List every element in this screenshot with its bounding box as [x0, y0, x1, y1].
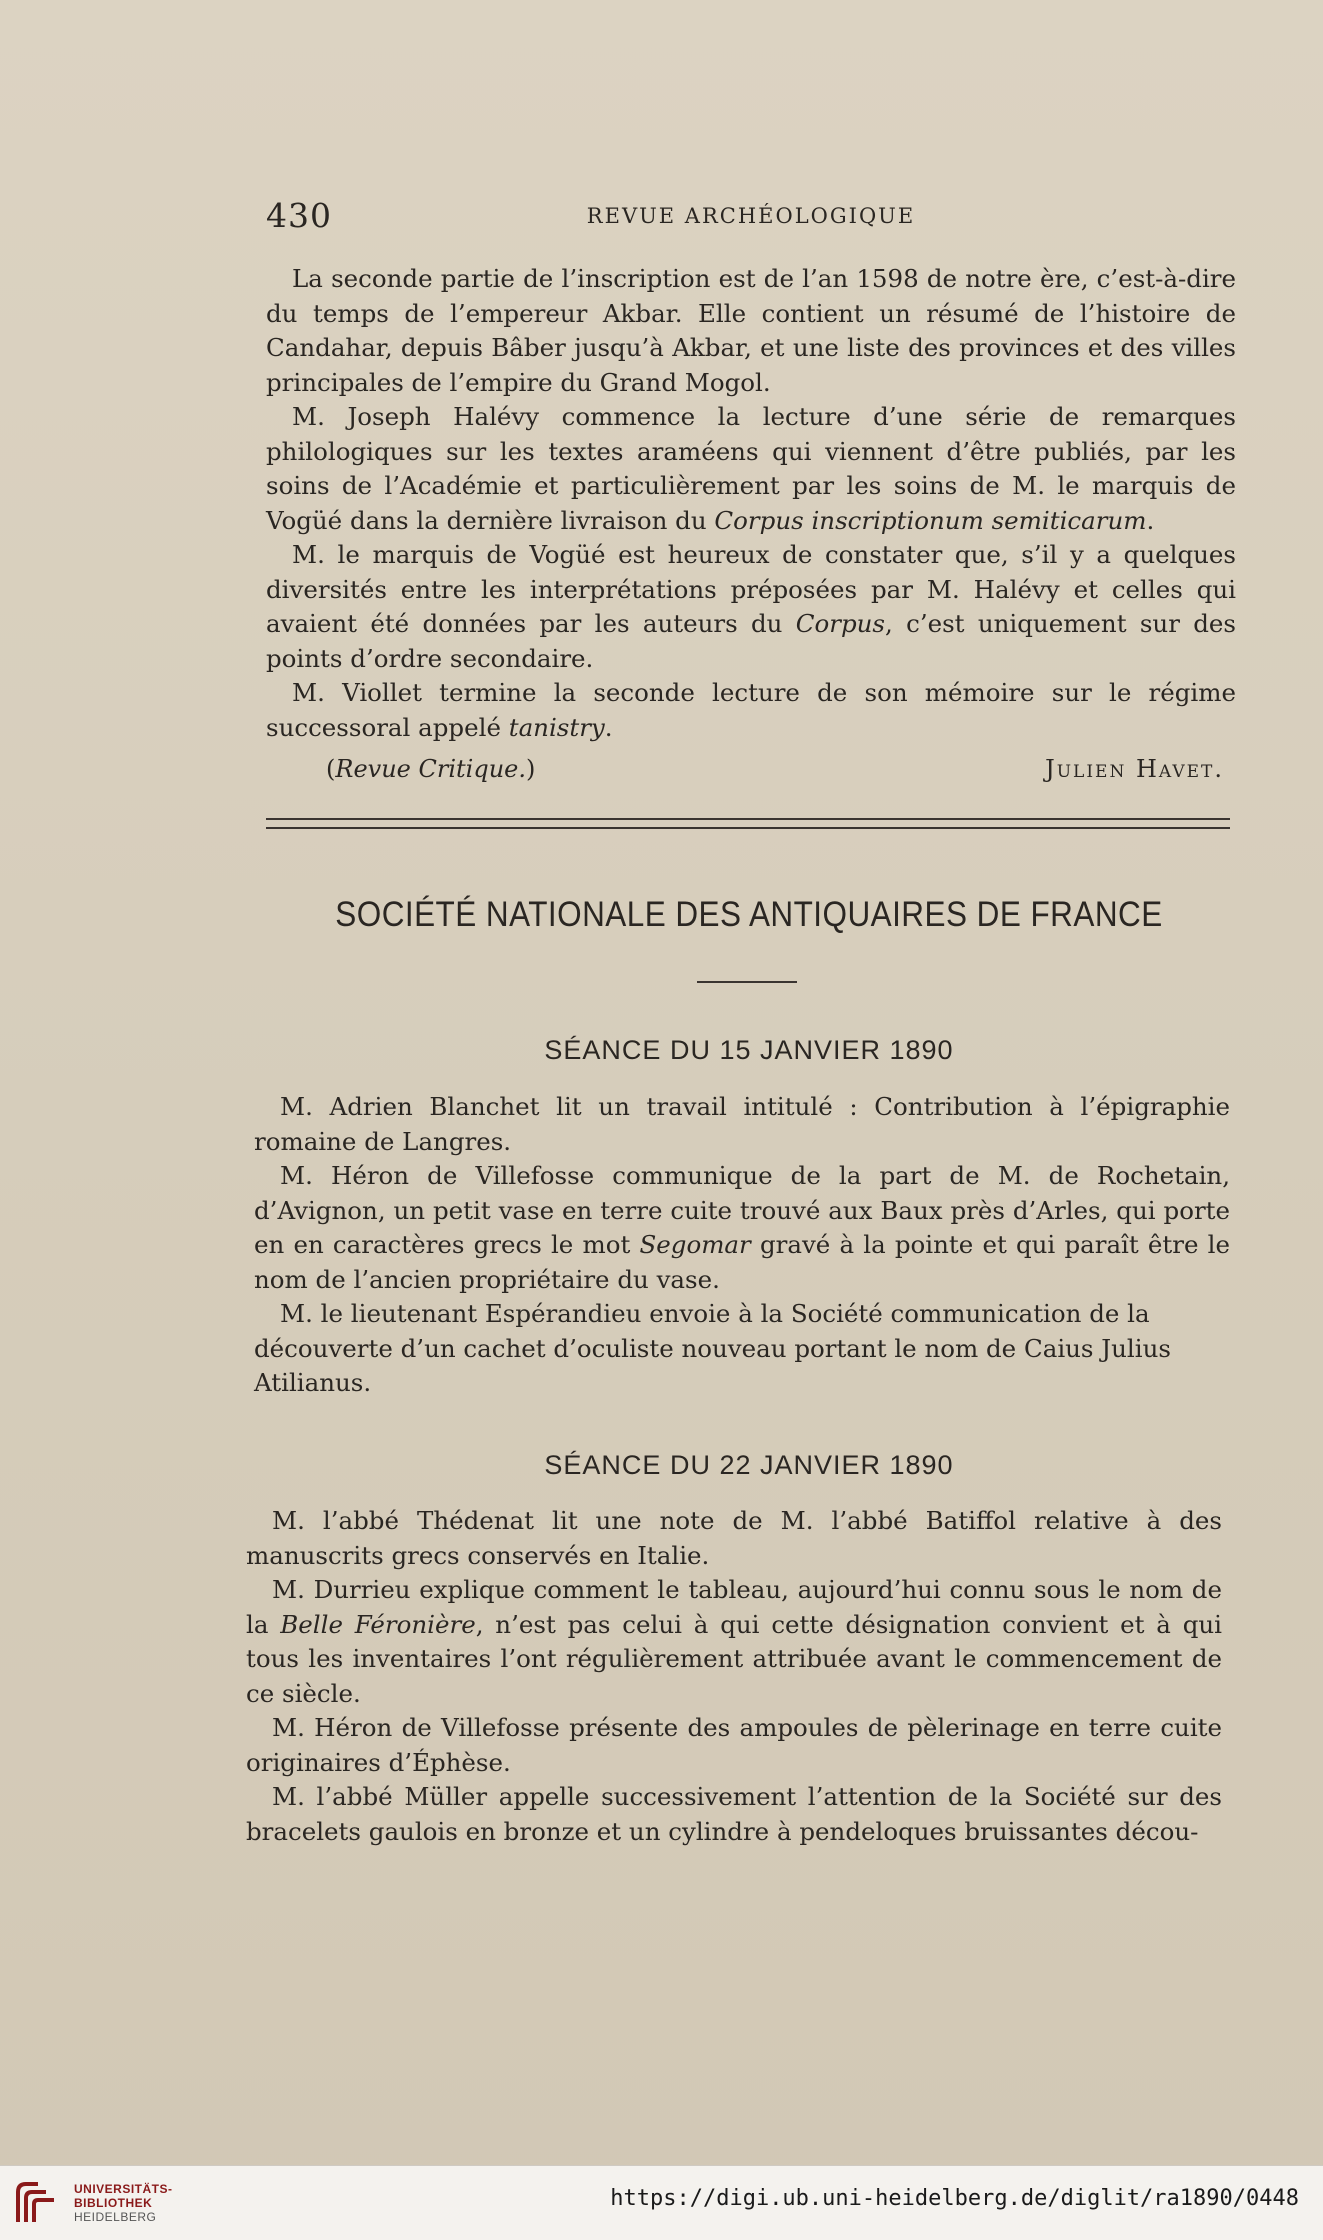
paragraph-text: M. Héron de Villefosse présente des ampoules de pèlerinage en terre cuite originaires d’Éphèse.	[246, 1713, 1222, 1777]
paragraph-text: M. Héron de Villefosse communique de la part de M. de Rochetain, d’Avignon, un petit vase en terre cuite trouvé aux Baux près d’Arles, qui porte en en caractères grecs le mot	[254, 1161, 1230, 1259]
paragraph-text: M. Viollet termine la seconde lecture de son mémoire sur le régime successoral appelé	[266, 678, 1236, 742]
logo-line: UNIVERSITÄTS-	[74, 2182, 173, 2196]
source-title: Revue Critique.	[335, 755, 526, 783]
signature-line	[266, 755, 1236, 795]
italic-title: Corpus inscriptionum semiticarum	[714, 505, 1147, 535]
paragraph	[246, 1711, 1222, 1780]
paragraph-text: M. l’abbé Thédenat lit une note de M. l’abbé Batiffol relative à des manuscrits grecs conservés en Italie.	[246, 1506, 1222, 1570]
author-name: Julien Havet.	[1045, 755, 1224, 783]
paragraph	[254, 1159, 1230, 1297]
paragraph-text: gravé à la pointe et qui paraît être le nom de l’ancien propriétaire du vase.	[254, 1230, 1230, 1294]
paragraph	[266, 538, 1236, 676]
paragraph-text: M. Durrieu explique comment le tableau, aujourd’hui connu sous le nom de la	[246, 1575, 1222, 1639]
paragraph	[246, 1573, 1222, 1711]
paragraph-text: M. le marquis de Vogüé est heureux de constater que, s’il y a quelques diversités entre les interprétations préposées par M. Halévy et celles qui avaient été données par les auteurs du	[266, 540, 1236, 638]
paragraph-text: M. l’abbé Müller appelle successivement l’attention de la Société sur des bracelets gaulois en bronze et un cylindre à pendeloques bruissantes décou-	[246, 1782, 1222, 1846]
paragraph-text: .	[1146, 505, 1155, 535]
italic-title: Corpus	[795, 609, 885, 638]
library-logo-text	[74, 2182, 173, 2224]
paragraph-text: M. le lieutenant Espérandieu envoie à la Société communication de la découverte d’un cachet d’oculiste nouveau portant le nom de Caius Julius Atilianus.	[254, 1299, 1171, 1397]
italic-term: tanistry	[508, 712, 605, 742]
paragraph	[266, 400, 1236, 538]
paragraph	[246, 1780, 1222, 1849]
seance-body	[254, 1090, 1230, 1401]
source-citation	[326, 755, 535, 783]
double-rule-divider	[266, 818, 1230, 829]
paragraph-text: La seconde partie de l’inscription est de l’an 1598 de notre ère, c’est-à-dire du temps de l’empereur Akbar. Elle contient un résumé de l’histoire de Candahar, depuis Bâber jusqu’à Akbar, et une liste des provinces et des villes principales de l’empire du Grand Mogol.	[266, 264, 1236, 397]
short-rule-divider	[697, 981, 797, 983]
paragraph-text: , n’est pas celui à qui cette désignation convient et à qui tous les inventaires l’ont régulièrement attribuée avant le commencement de ce siècle.	[246, 1609, 1222, 1708]
section-title: SOCIÉTÉ NATIONALE DES ANTIQUAIRES DE FRANCE	[335, 895, 1163, 934]
seance-title: SÉANCE DU 22 JANVIER 1890	[544, 1450, 954, 1480]
paragraph-text: , c’est uniquement sur des points d’ordre secondaire.	[266, 609, 1236, 673]
paragraph	[266, 676, 1236, 745]
paragraph	[254, 1090, 1230, 1159]
paren-close: )	[525, 755, 536, 783]
logo-line: BIBLIOTHEK	[74, 2196, 153, 2210]
paren-open: (	[326, 755, 336, 783]
paragraph-text: M. Adrien Blanchet lit un travail intitulé : Contribution à l’épigraphie romaine de Langres.	[254, 1092, 1230, 1156]
paragraph	[266, 262, 1236, 400]
top-section	[266, 262, 1236, 795]
paragraph-text: .	[604, 712, 613, 742]
heidelberg-library-logo-icon	[12, 2178, 62, 2228]
page-number: 430	[266, 196, 332, 235]
seance-body	[246, 1504, 1222, 1849]
seance-title: SÉANCE DU 15 JANVIER 1890	[544, 1035, 954, 1065]
permalink-url[interactable]: https://digi.ub.uni-heidelberg.de/diglit/ra1890/0448	[610, 2186, 1299, 2211]
paragraph	[254, 1297, 1230, 1401]
paragraph-text: M. Joseph Halévy commence la lecture d’une série de remarques philologiques sur les textes araméens qui viennent d’être publiés, par les soins de l’Académie et particulièrement par les soins de M. le marquis de Vogüé dans la dernière livraison du	[266, 402, 1236, 535]
paragraph	[246, 1504, 1222, 1573]
italic-word: Segomar	[639, 1230, 751, 1259]
running-title: REVUE ARCHÉOLOGIQUE	[586, 204, 916, 228]
page-header	[266, 196, 1236, 236]
italic-title: Belle Féronière	[280, 1609, 476, 1639]
viewer-footer	[0, 2165, 1323, 2240]
logo-line: HEIDELBERG	[74, 2210, 157, 2224]
